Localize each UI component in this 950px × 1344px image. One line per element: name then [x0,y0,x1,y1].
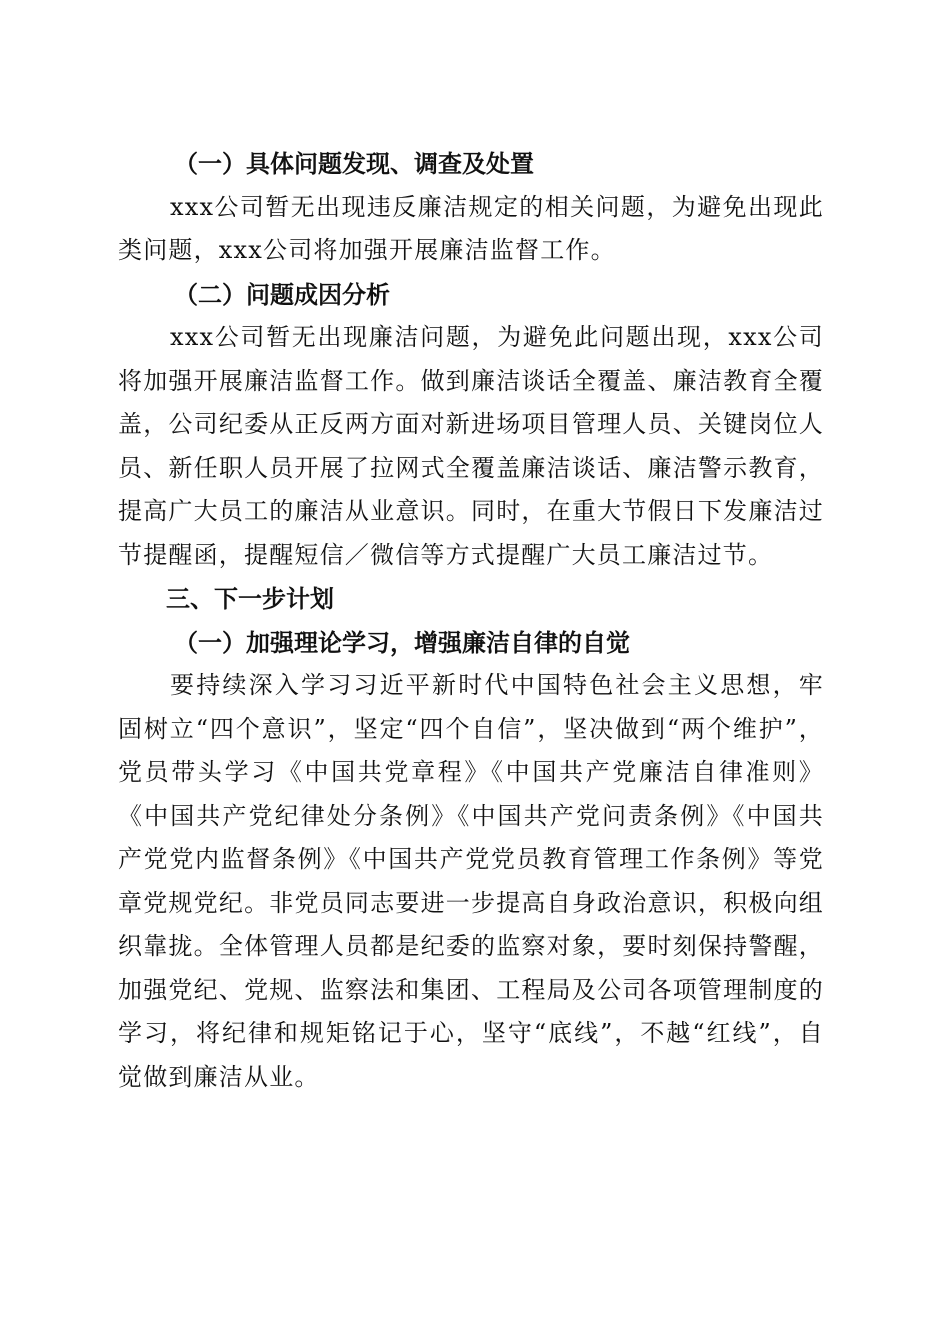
paragraph-problem-discovery: xxx公司暂无出现违反廉洁规定的相关问题，为避免出现此类问题，xxx公司将加强开展廉洁监督工作。 [118,192,824,264]
heading-problem-discovery: （一）具体问题发现、调查及处置 [174,149,534,178]
heading-theory-study: （一）加强理论学习，增强廉洁自律的自觉 [174,627,630,657]
document-body [118,142,824,1099]
heading-next-plan: 三、下一步计划 [166,584,334,613]
heading-cause-analysis: （二）问题成因分析 [174,279,390,309]
paragraph-theory-study: 要持续深入学习习近平新时代中国特色社会主义思想，牢固树立“四个意识”，坚定“四个自信”，坚决做到“两个维护”，党员带头学习《中国共党章程》《中国共产党廉洁自律准则》《中国共产党纪律处分条例》《中国共产党问责条例》《中国共产党党内监督条例》《中国共产党党员教育管理工作条例》等党章党规党纪。非党员同志要进一步提高自身政治意识，积极向组织靠拢。全体管理人员都是纪委的监察对象，要时刻保持警醒，加强党纪、党规、监察法和集团、工程局及公司各项管理制度的学习，将纪律和规矩铭记于心，坚守“底线”，不越“红线”，自觉做到廉洁从业。 [118,671,824,1091]
paragraph-cause-analysis: xxx公司暂无出现廉洁问题，为避免此问题出现，xxx公司将加强开展廉洁监督工作。做到廉洁谈话全覆盖、廉洁教育全覆盖，公司纪委从正反两方面对新进场项目管理人员、关键岗位人员、新任职人员开展了拉网式全覆盖廉洁谈话、廉洁警示教育，提高广大员工的廉洁从业意识。同时，在重大节假日下发廉洁过节提醒函，提醒短信／微信等方式提醒广大员工廉洁过节。 [118,323,824,569]
